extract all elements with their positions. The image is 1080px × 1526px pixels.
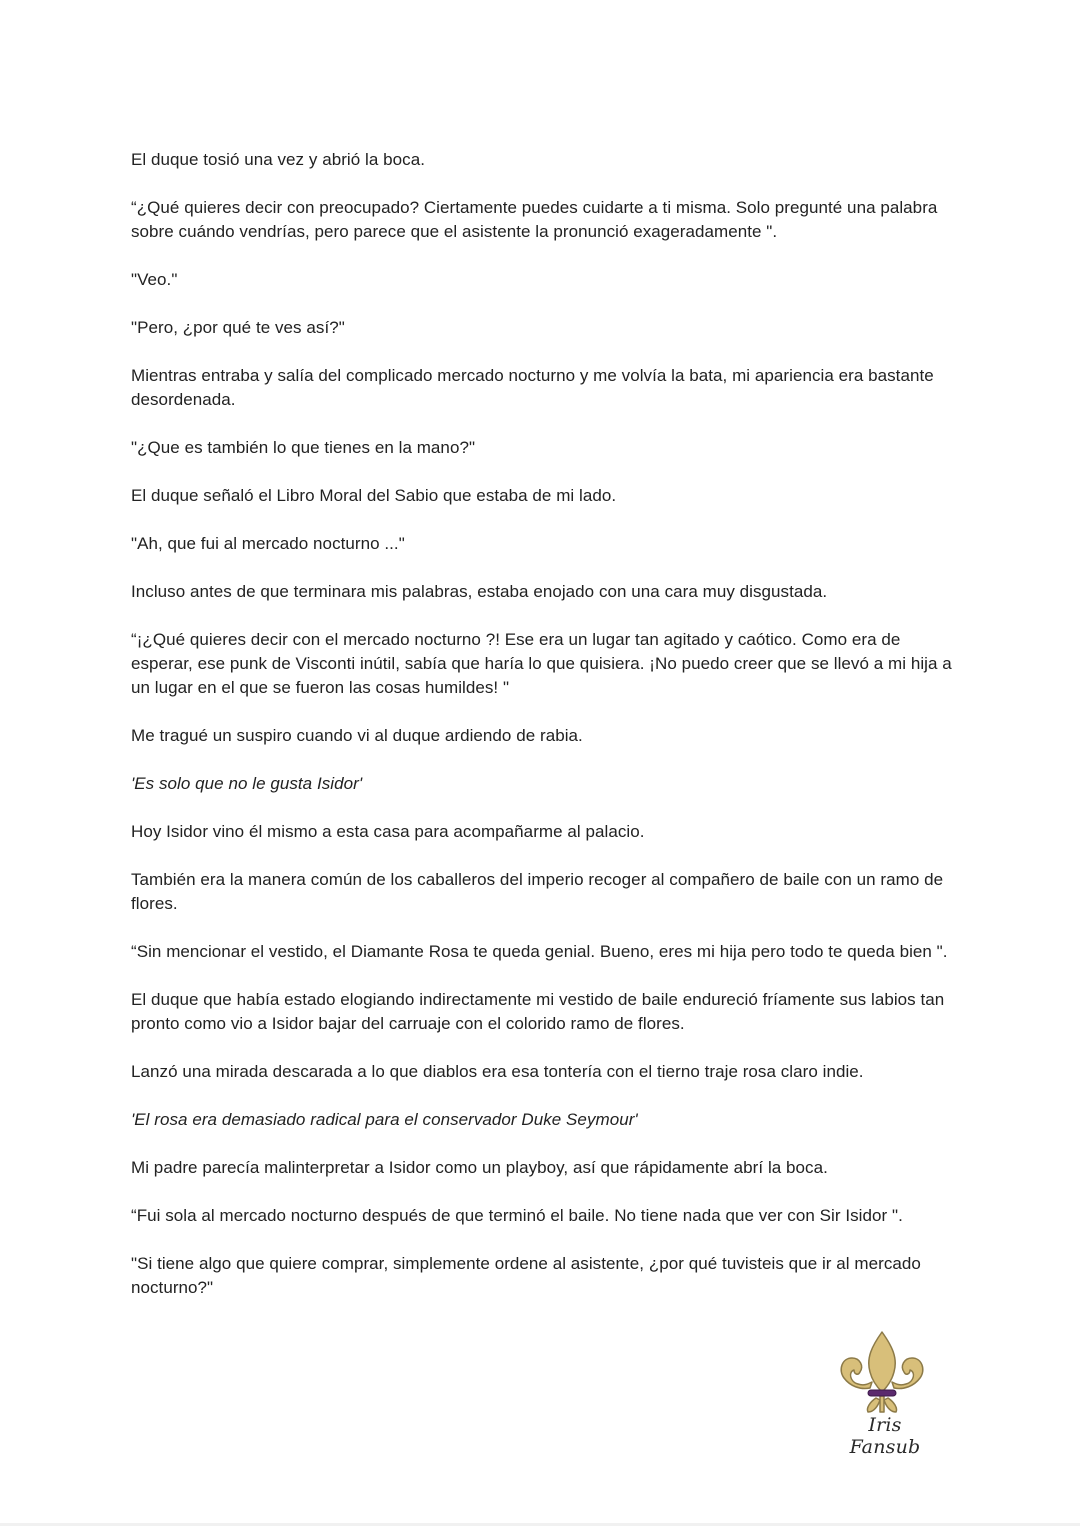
paragraph: El duque que había estado elogiando indirectamente mi vestido de baile endureció fríamente sus labios tan pronto como vio a Isidor bajar del carruaje con el colorido ramo de flores. [131, 990, 945, 1033]
paragraph: "Pero, ¿por qué te ves así?" [131, 318, 345, 337]
paragraph: Mi padre parecía malinterpretar a Isidor como un playboy, así que rápidamente abrí la boca. [131, 1158, 828, 1177]
paragraph: "Veo." [131, 270, 178, 289]
paragraph: Hoy Isidor vino él mismo a esta casa para acompañarme al palacio. [131, 822, 645, 841]
document-body [131, 148, 961, 1324]
italic-thought: 'El rosa era demasiado radical para el conservador Duke Seymour' [131, 1110, 638, 1129]
paragraph: Me tragué un suspiro cuando vi al duque ardiendo de rabia. [131, 726, 583, 745]
paragraph: "Ah, que fui al mercado nocturno ..." [131, 534, 405, 553]
paragraph: “Fui sola al mercado nocturno después de que terminó el baile. No tiene nada que ver con Sir Isidor ". [131, 1206, 903, 1225]
paragraph: “¿Qué quieres decir con preocupado? Ciertamente puedes cuidarte a ti misma. Solo pregunté una palabra sobre cuándo vendrías, pero parece que el asistente la pronunció exageradamente ". [131, 198, 938, 241]
paragraph: Incluso antes de que terminara mis palabras, estaba enojado con una cara muy disgustada. [131, 582, 828, 601]
paragraph: “¡¿Qué quieres decir con el mercado nocturno ?! Ese era un lugar tan agitado y caótico. Como era de esperar, ese punk de Visconti inútil, sabía que haría lo que quisiera. ¡No puedo creer que se llevó a mi hija a un lugar en el que se fueron las cosas humildes! " [131, 630, 952, 697]
paragraph: "Si tiene algo que quiere comprar, simplemente ordene al asistente, ¿por qué tuvisteis que ir al mercado nocturno?" [131, 1254, 921, 1297]
fleur-de-lis-icon [836, 1328, 934, 1414]
italic-thought: 'Es solo que no le gusta Isidor' [131, 774, 363, 793]
paragraph: “Sin mencionar el vestido, el Diamante Rosa te queda genial. Bueno, eres mi hija pero todo te queda bien ". [131, 942, 948, 961]
paragraph: "¿Que es también lo que tienes en la mano?" [131, 438, 476, 457]
paragraph: También era la manera común de los caballeros del imperio recoger al compañero de baile con un ramo de flores. [131, 870, 944, 913]
logo-text: Iris Fansub [849, 1414, 921, 1458]
paragraph: Lanzó una mirada descarada a lo que diablos era esa tontería con el tierno traje rosa claro indie. [131, 1062, 864, 1081]
paragraph: El duque tosió una vez y abrió la boca. [131, 150, 425, 169]
paragraph: Mientras entraba y salía del complicado mercado nocturno y me volvía la bata, mi apariencia era bastante desordenada. [131, 366, 934, 409]
paragraph: El duque señaló el Libro Moral del Sabio que estaba de mi lado. [131, 486, 617, 505]
iris-fansub-logo [836, 1328, 934, 1458]
